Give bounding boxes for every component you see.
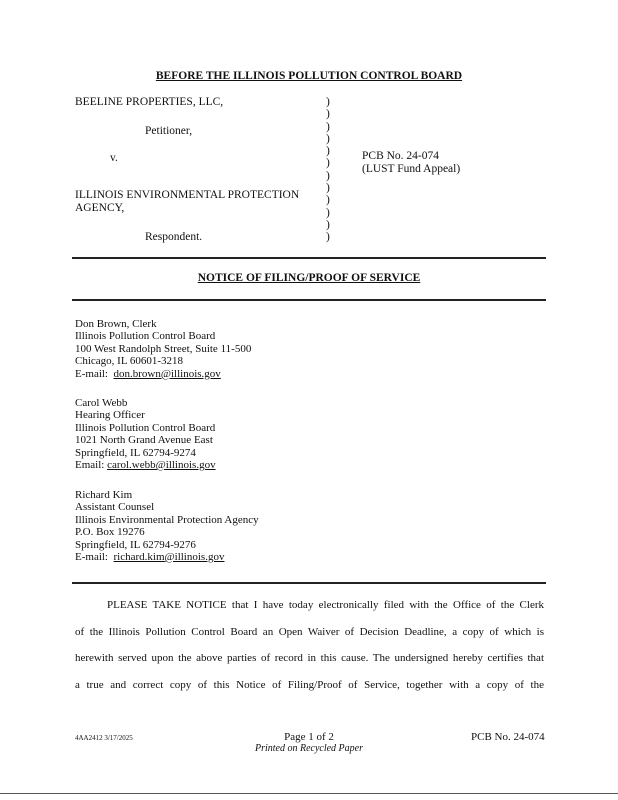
body-line: herewith served upon the above parties of record in this cause. The undersigned hereby certifies that — [75, 652, 544, 665]
caption-paren: ) — [326, 169, 330, 182]
body-line: a true and correct copy of this Notice of Filing/Proof of Service, together with a copy of the — [75, 678, 544, 691]
recipient-line: Illinois Environmental Protection Agency — [75, 513, 259, 526]
divider — [72, 582, 546, 584]
notice-title: NOTICE OF FILING/PROOF OF SERVICE — [197, 272, 421, 284]
recycled-paper-note: Printed on Recycled Paper — [254, 743, 363, 754]
footer-doc-code: 4AA2412 3/17/2025 — [75, 734, 133, 742]
recipient-line: Assistant Counsel — [75, 501, 155, 514]
page-bottom-edge — [0, 793, 618, 794]
recipient-line: 100 West Randolph Street, Suite 11-500 — [75, 342, 252, 355]
petitioner-role: Petitioner, — [145, 125, 193, 137]
board-title: BEFORE THE ILLINOIS POLLUTION CONTROL BOARD — [155, 70, 463, 82]
recipient-line: 1021 North Grand Avenue East — [75, 434, 213, 447]
recipient-line: Chicago, IL 60601-3218 — [75, 355, 184, 368]
recipient-line: Carol Webb — [75, 397, 128, 409]
recipient-block-hearing-officer — [75, 397, 216, 471]
caption-paren: ) — [326, 96, 330, 108]
notice-body-paragraph — [75, 592, 544, 698]
caption-paren: ) — [326, 231, 330, 244]
respondent-role: Respondent. — [145, 231, 203, 243]
recipient-line: Illinois Pollution Control Board — [75, 330, 216, 343]
caption-paren: ) — [326, 206, 330, 219]
email-label: Email: — [75, 458, 105, 471]
case-number: PCB No. 24-074 — [362, 150, 439, 162]
recipient-line: P.O. Box 19276 — [75, 526, 145, 539]
caption-paren: ) — [326, 132, 330, 145]
email-label: E-mail: — [75, 550, 108, 563]
recipient-line: Illinois Pollution Control Board — [75, 421, 216, 434]
caption-paren: ) — [326, 145, 330, 158]
recipient-line: Richard Kim — [75, 489, 133, 501]
caption-paren: ) — [326, 218, 330, 231]
footer-case-number: PCB No. 24-074 — [471, 731, 545, 743]
recipient-email-row — [75, 368, 251, 380]
recipient-email-row — [75, 551, 259, 563]
page-number: Page 1 of 2 — [284, 731, 334, 743]
body-line: of the Illinois Pollution Control Board an Open Waiver of Decision Deadline, a copy of which is — [75, 625, 544, 638]
recipient-line: Hearing Officer — [75, 409, 145, 422]
email-link-clerk[interactable]: don.brown@illinois.gov — [113, 367, 221, 380]
body-line: PLEASE TAKE NOTICE that I have today electronically filed with the Office of the Clerk — [107, 599, 544, 611]
caption-paren: ) — [326, 157, 330, 170]
recipient-line: Springfield, IL 62794-9276 — [75, 538, 196, 551]
recipient-email-row — [75, 459, 216, 471]
respondent-name-line2: AGENCY, — [75, 202, 125, 214]
divider — [72, 257, 546, 259]
recipient-block-clerk — [75, 318, 251, 380]
caption-paren: ) — [326, 182, 330, 195]
recipient-line: Don Brown, Clerk — [75, 318, 157, 330]
email-label: E-mail: — [75, 367, 108, 380]
caption-paren: ) — [326, 194, 330, 207]
caption-parenthesis-column — [326, 96, 330, 244]
email-link-counsel[interactable]: richard.kim@illinois.gov — [113, 550, 225, 563]
caption-paren: ) — [326, 120, 330, 133]
case-type: (LUST Fund Appeal) — [362, 163, 461, 175]
recipient-block-counsel — [75, 489, 259, 563]
versus-label: v. — [110, 152, 118, 164]
email-link-hearing-officer[interactable]: carol.webb@illinois.gov — [107, 458, 216, 471]
respondent-name-line1: ILLINOIS ENVIRONMENTAL PROTECTION — [75, 189, 300, 201]
caption-paren: ) — [326, 108, 330, 121]
divider — [72, 299, 546, 301]
petitioner-name: BEELINE PROPERTIES, LLC, — [75, 96, 224, 108]
recipient-line: Springfield, IL 62794-9274 — [75, 446, 196, 459]
